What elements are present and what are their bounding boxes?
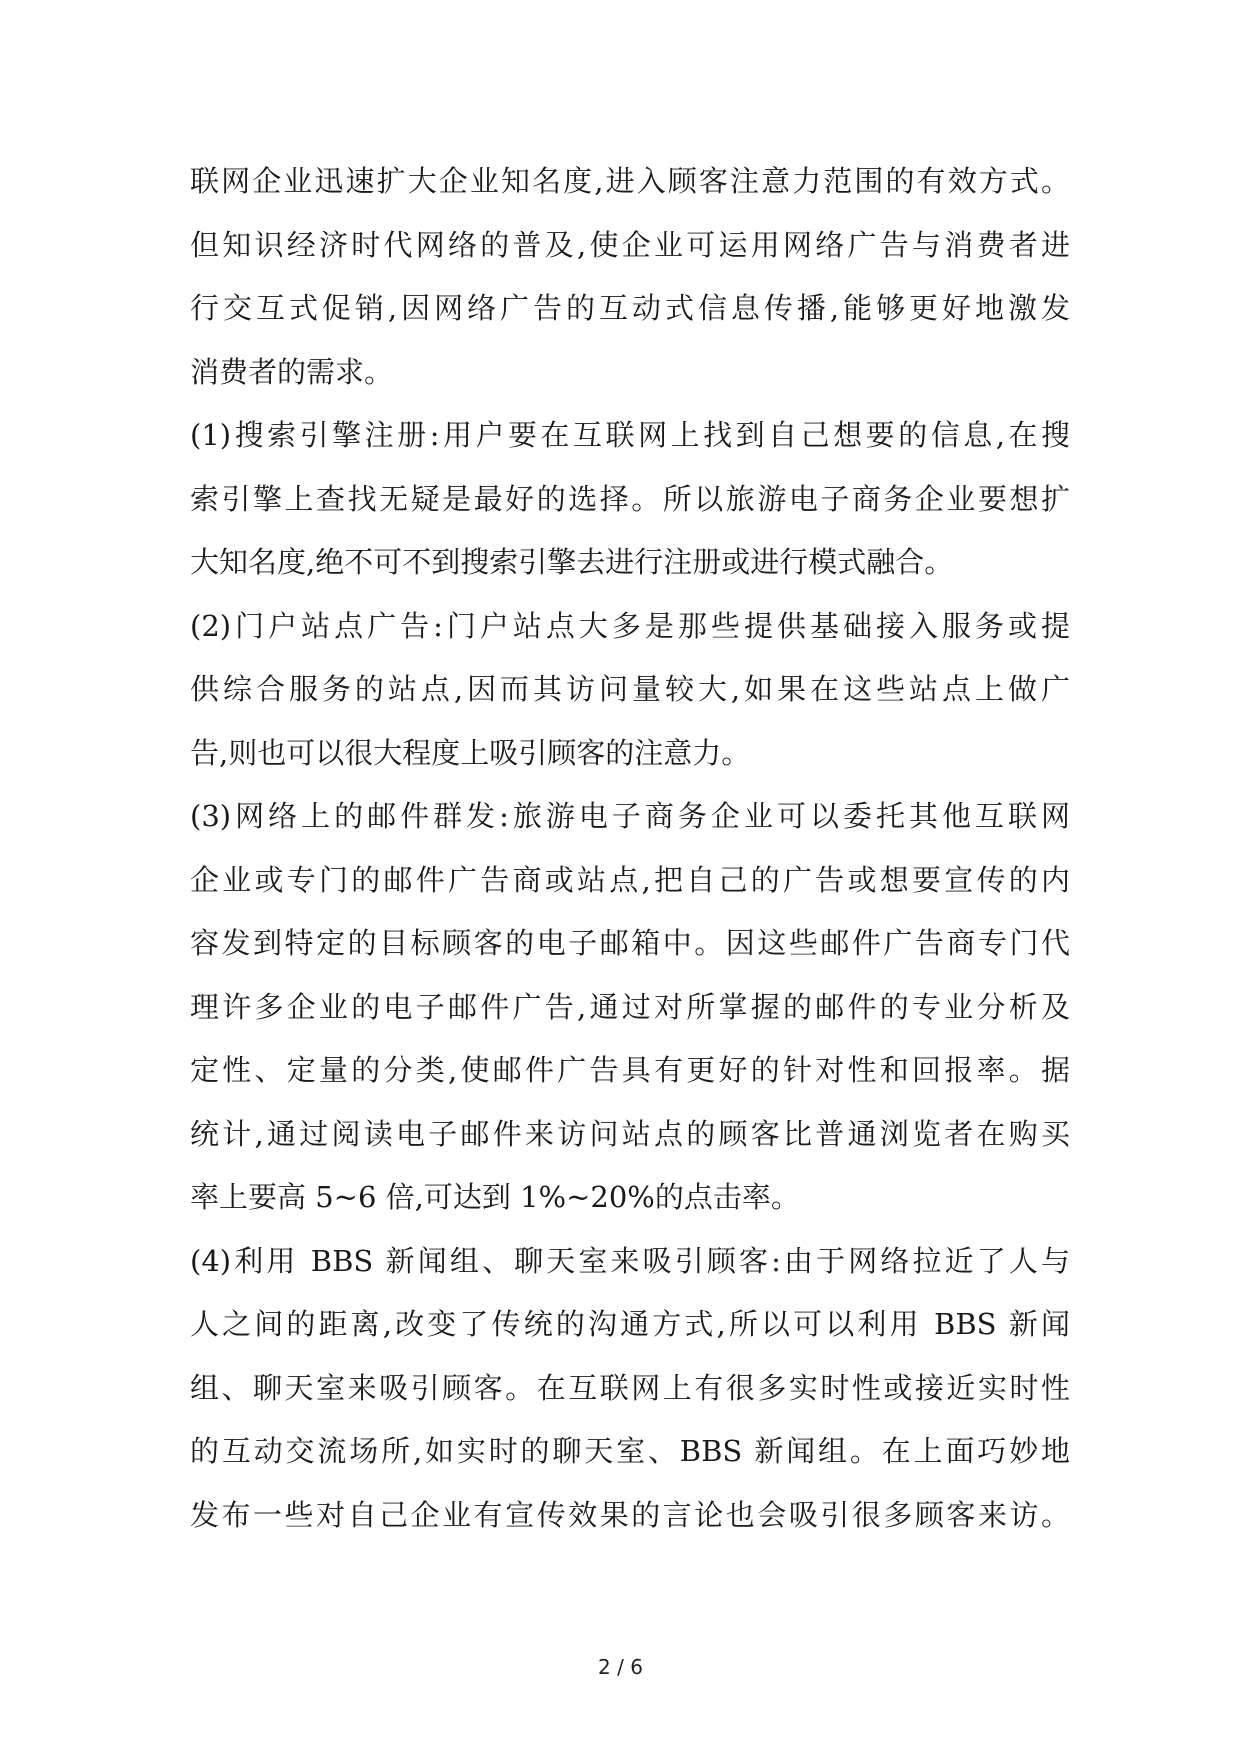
text-line: 供综合服务的站点,因而其访问量较大,如果在这些站点上做广 [190, 672, 1070, 706]
text-line: 行交互式促销,因网络广告的互动式信息传播,能够更好地激发 [190, 291, 1070, 325]
text-line: 但知识经济时代网络的普及,使企业可运用网络广告与消费者进 [190, 227, 1070, 262]
text-line: 统计,通过阅读电子邮件来访问站点的顾客比普通浏览者在购买 [190, 1116, 1070, 1151]
page-number: 2 / 6 [598, 1655, 643, 1679]
paragraph-portal-ads [190, 595, 1070, 786]
paragraph-intro [190, 150, 1070, 404]
paragraph-email-marketing [190, 785, 1070, 1230]
text-line: 联网企业迅速扩大企业知名度,进入顾客注意力范围的有效方式。 [190, 164, 1070, 198]
text-line: 人之间的距离,改变了传统的沟通方式,所以可以利用 BBS 新闻 [190, 1307, 1070, 1341]
text-line: 定性、定量的分类,使邮件广告具有更好的针对性和回报率。据 [190, 1053, 1070, 1087]
text-line: 理许多企业的电子邮件广告,通过对所掌握的邮件的专业分析及 [190, 989, 1070, 1024]
text-line: (4)利用 BBS 新闻组、聊天室来吸引顾客:由于网络拉近了人与 [190, 1243, 1070, 1278]
document-body [190, 150, 1070, 1547]
text-line: (1)搜索引擎注册:用户要在互联网上找到自己想要的信息,在搜 [190, 418, 1070, 452]
paragraph-bbs-chatroom [190, 1230, 1070, 1548]
text-line: (2)门户站点广告:门户站点大多是那些提供基础接入服务或提 [190, 608, 1070, 643]
text-line: 发布一些对自己企业有宣传效果的言论也会吸引很多顾客来访。 [190, 1497, 1070, 1532]
text-line: 率上要高 5~6 倍,可达到 1%~20%的点击率。 [190, 1180, 800, 1214]
text-line: 的互动交流场所,如实时的聊天室、BBS 新闻组。在上面巧妙地 [190, 1434, 1070, 1468]
text-line: 消费者的需求。 [190, 354, 394, 389]
text-line: 索引擎上查找无疑是最好的选择。所以旅游电子商务企业要想扩 [190, 481, 1070, 516]
text-line: 企业或专门的邮件广告商或站点,把自己的广告或想要宣传的内 [190, 862, 1070, 897]
text-line: 容发到特定的目标顾客的电子邮箱中。因这些邮件广告商专门代 [190, 926, 1070, 960]
paragraph-search-engine [190, 404, 1070, 595]
text-line: 组、聊天室来吸引顾客。在互联网上有很多实时性或接近实时性 [190, 1370, 1070, 1405]
text-line: 告,则也可以很大程度上吸引顾客的注意力。 [190, 735, 751, 770]
text-line: (3)网络上的邮件群发:旅游电子商务企业可以委托其他互联网 [190, 799, 1070, 833]
text-line: 大知名度,绝不可不到搜索引擎去进行注册或进行模式融合。 [190, 545, 954, 579]
